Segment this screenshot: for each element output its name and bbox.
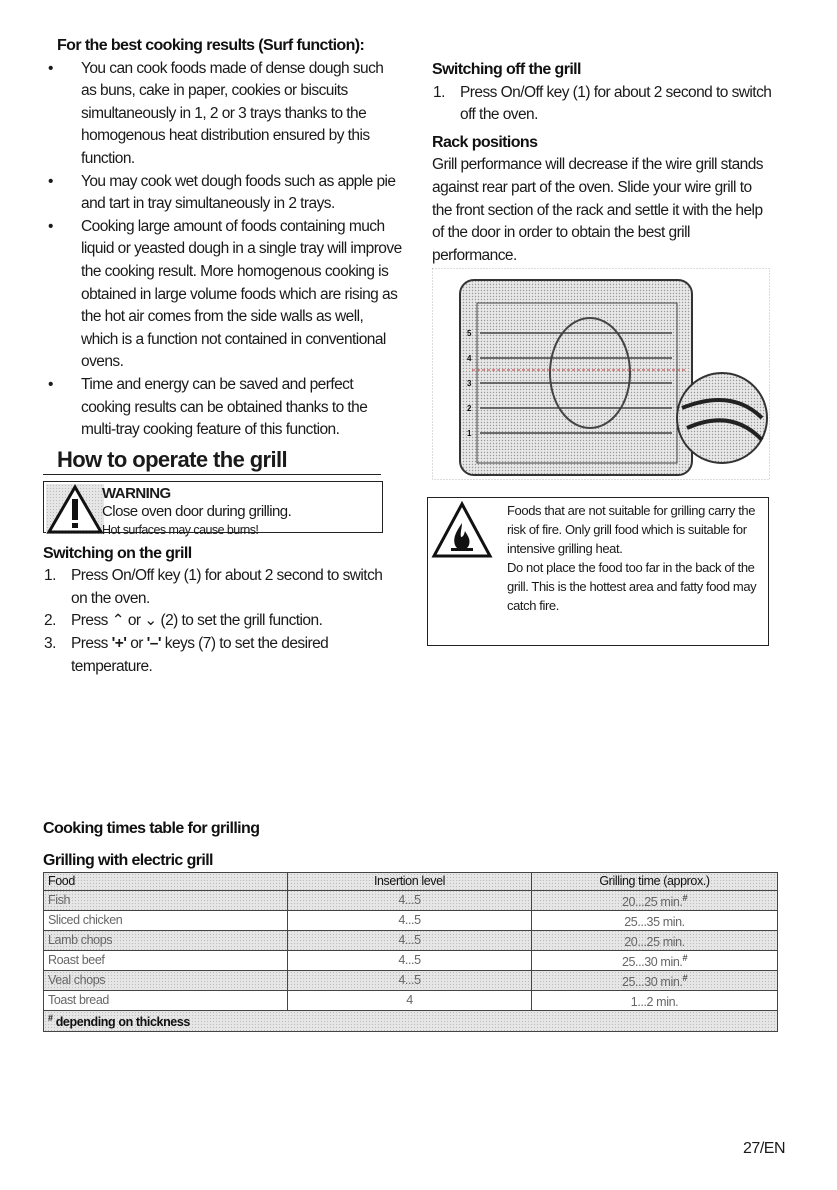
down-arrow-icon: ⌄ bbox=[144, 612, 157, 630]
table-row bbox=[44, 950, 778, 970]
cell-time: 20...25 min.# bbox=[532, 890, 778, 910]
cell-food: Veal chops bbox=[44, 971, 288, 991]
warning-title: WARNING bbox=[102, 484, 171, 502]
list-item: 1. Press On/Off key (1) for about 2 second to switch on the oven. bbox=[44, 567, 383, 607]
table-subheading: Grilling with electric grill bbox=[43, 852, 213, 869]
table-row bbox=[44, 991, 778, 1011]
table-row bbox=[44, 930, 778, 950]
rack-level-2: 2 bbox=[467, 404, 472, 413]
grilling-table-wrap bbox=[43, 872, 778, 1032]
rack-level-4: 4 bbox=[467, 354, 472, 363]
rack-text: Grill performance will decrease if the wire grill stands against rear part of the oven. Slide your wire grill to the front section of the rack and settle it with the help of the door in order to obtain the best grill performance. bbox=[432, 156, 763, 264]
minus-key-icon: '–' bbox=[146, 635, 161, 653]
fire-warning-text-1: Foods that are not suitable for grilling carry the risk of fire. Only grill food which is suitable for intensive grilling heat. bbox=[507, 503, 756, 556]
cell-time: 25...35 min. bbox=[532, 910, 778, 930]
surf-heading: For the best cooking results (Surf function): bbox=[57, 37, 365, 54]
rack-heading: Rack positions bbox=[432, 133, 538, 151]
left-column bbox=[43, 35, 402, 678]
cell-food: Lamb chops bbox=[44, 930, 288, 950]
fire-warning-text-2: Do not place the food too far in the back of the grill. This is the hottest area and fatty food may catch fire. bbox=[507, 560, 757, 613]
cell-level: 4...5 bbox=[288, 950, 532, 970]
list-item: 2. Press ⌃ or ⌄ (2) to set the grill function. bbox=[44, 612, 323, 630]
table-footnote-row: # depending on thickness bbox=[44, 1011, 778, 1031]
cell-level: 4...5 bbox=[288, 910, 532, 930]
cell-level: 4...5 bbox=[288, 930, 532, 950]
footnote-text: depending on thickness bbox=[55, 1015, 190, 1030]
rack-level-5: 5 bbox=[467, 329, 472, 338]
warning-triangle-icon bbox=[46, 484, 104, 534]
surf-bullet-list bbox=[43, 58, 402, 442]
up-arrow-icon: ⌃ bbox=[111, 612, 125, 630]
grilling-table bbox=[43, 872, 778, 1032]
list-item: 1. Press On/Off key (1) for about 2 second to switch off the oven. bbox=[433, 83, 772, 124]
list-item: • You may cook wet dough foods such as apple pie and tart in tray simultaneously in 2 trays. bbox=[81, 171, 402, 216]
grill-heading: How to operate the grill bbox=[43, 446, 381, 475]
cell-food: Roast beef bbox=[44, 950, 288, 970]
list-item: 3. Press '+' or '–' keys (7) to set the desired temperature. bbox=[44, 635, 329, 675]
fire-hazard-icon bbox=[431, 501, 493, 559]
warning-line1: Close oven door during grilling. bbox=[102, 502, 292, 520]
cell-food: Fish bbox=[44, 890, 288, 910]
table-row bbox=[44, 971, 778, 991]
list-item: • You can cook foods made of dense dough such as buns, cake in paper, cookies or biscuits simultaneously in 1, 2 or 3 trays thanks to the homogenous heat distribution ensured by this function. bbox=[81, 58, 402, 171]
rack-level-3: 3 bbox=[467, 379, 472, 388]
warning-box bbox=[43, 481, 383, 537]
right-column bbox=[432, 59, 772, 267]
switch-off-steps bbox=[432, 82, 772, 127]
fire-warning-box bbox=[427, 497, 769, 646]
cell-time: 20...25 min. bbox=[532, 930, 778, 950]
cell-level: 4...5 bbox=[288, 890, 532, 910]
table-row bbox=[44, 910, 778, 930]
warning-line2: Hot surfaces may cause burns! bbox=[102, 522, 259, 537]
oven-rack-illustration bbox=[432, 268, 770, 480]
list-item: • Cooking large amount of foods containing much liquid or yeasted dough in a single tray will improve the cooking result. More homogenous cooking is obtained in large volume foods which are rising as the hot air comes from the side walls as well, which is a function not contained in conventional ovens. bbox=[81, 216, 402, 374]
cell-time: 1...2 min. bbox=[532, 991, 778, 1011]
table-row bbox=[44, 890, 778, 910]
cell-level: 4 bbox=[288, 991, 532, 1011]
table-heading: Cooking times table for grilling bbox=[43, 820, 260, 837]
list-item: • Time and energy can be saved and perfect cooking results can be obtained thanks to the multi-tray cooking feature of this function. bbox=[81, 374, 402, 442]
cell-time: 25...30 min.# bbox=[532, 971, 778, 991]
page-number: 27/EN bbox=[743, 1140, 785, 1157]
cell-food: Toast bread bbox=[44, 991, 288, 1011]
switch-on-steps bbox=[43, 565, 402, 678]
table-header-row: Food Insertion level Grilling time (approx.) bbox=[44, 873, 778, 891]
switch-on-heading: Switching on the grill bbox=[43, 544, 192, 562]
rack-level-1: 1 bbox=[467, 429, 472, 438]
plus-key-icon: '+' bbox=[111, 635, 127, 653]
switch-off-heading: Switching off the grill bbox=[432, 61, 581, 78]
cell-level: 4...5 bbox=[288, 971, 532, 991]
cell-food: Sliced chicken bbox=[44, 910, 288, 930]
cell-time: 25...30 min.# bbox=[532, 950, 778, 970]
